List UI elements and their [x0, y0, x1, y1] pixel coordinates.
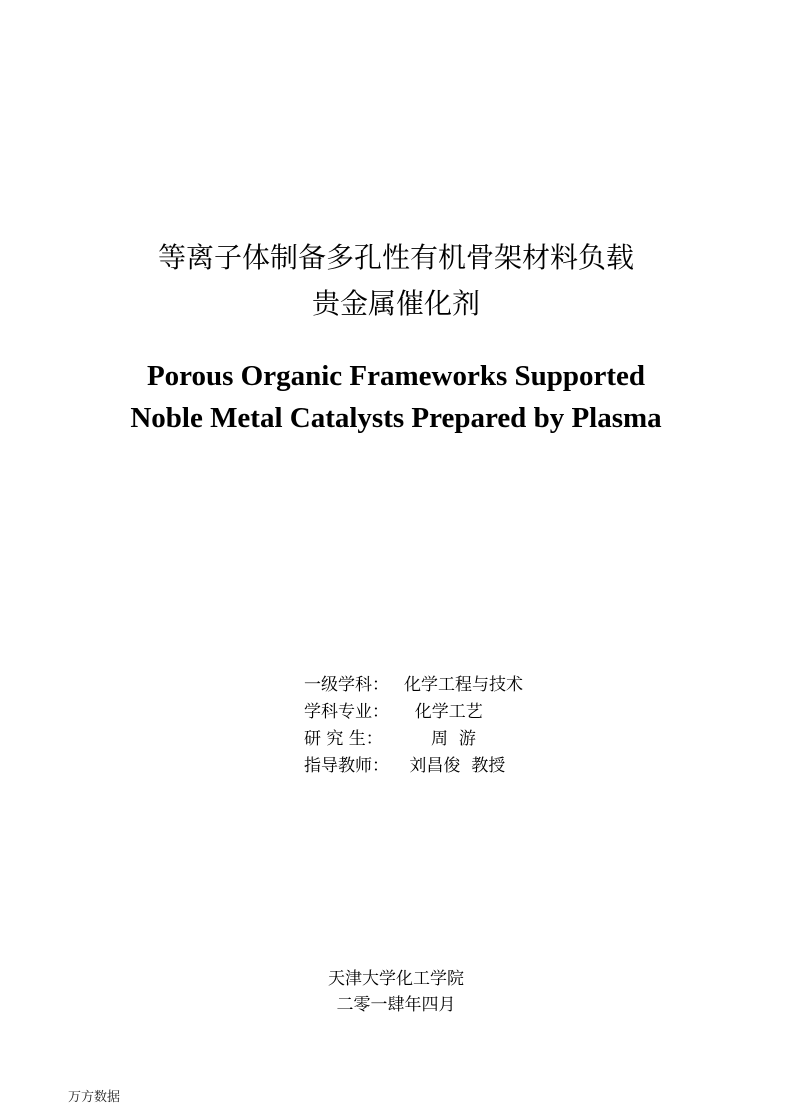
info-row-student [304, 726, 523, 753]
info-label: 一级学科： [304, 675, 389, 695]
info-value: 刘昌俊 教授 [404, 756, 506, 776]
info-label: 指导教师： [304, 756, 389, 776]
info-row-major [304, 699, 523, 726]
info-value: 化学工艺 [404, 702, 483, 722]
institution-name: 天津大学化工学院 [328, 969, 464, 989]
chinese-title-line-2: 贵金属催化剂 [311, 287, 480, 320]
thesis-info-block [304, 672, 523, 780]
info-label: 学科专业： [304, 702, 389, 722]
info-value: 周 游 [404, 729, 476, 749]
info-value: 化学工程与技术 [404, 675, 523, 695]
chinese-title-line-1: 等离子体制备多孔性有机骨架材料负载 [157, 241, 634, 274]
english-title-line-2: Noble Metal Catalysts Prepared by Plasma [130, 402, 662, 434]
info-row-advisor [304, 753, 523, 780]
watermark-text: 万方数据 [68, 1090, 121, 1105]
english-title-line-1: Porous Organic Frameworks Supported [146, 360, 646, 392]
submission-date: 二零一肆年四月 [336, 995, 456, 1015]
info-label: 研 究 生： [304, 729, 383, 749]
info-row-discipline [304, 672, 523, 699]
